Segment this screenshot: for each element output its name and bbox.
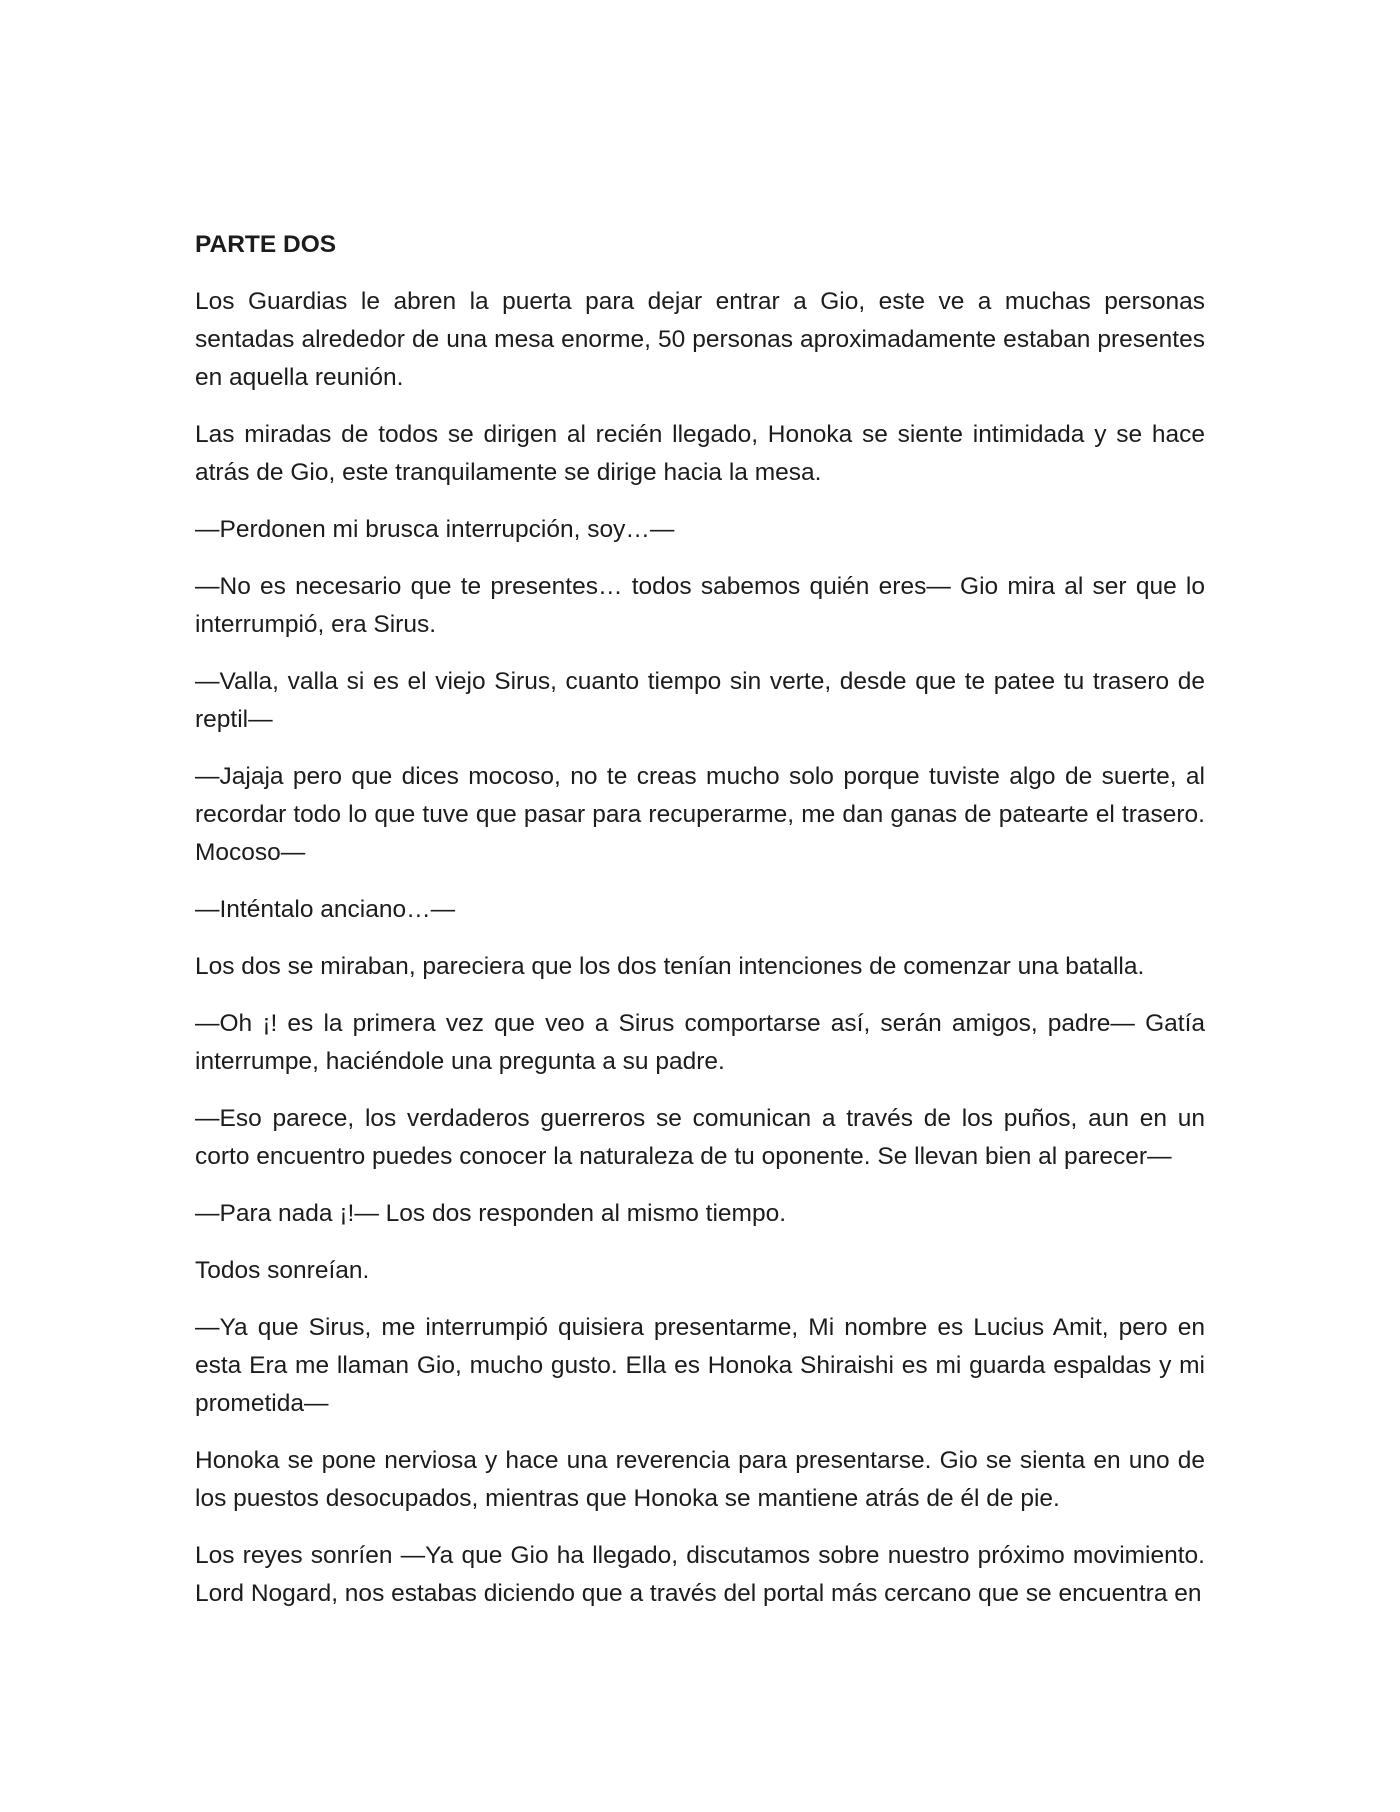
paragraph-9: —Oh ¡! es la primera vez que veo a Sirus comportarse así, serán amigos, padre— Gatía interrumpe, haciéndole una pregunta a su padre. <box>195 1010 1205 1075</box>
paragraph-3: —Perdonen mi brusca interrupción, soy…— <box>195 516 675 543</box>
paragraph-13: —Ya que Sirus, me interrumpió quisiera presentarme, Mi nombre es Lucius Amit, pero en esta Era me llaman Gio, mucho gusto. Ella es Honoka Shiraishi es mi guarda espaldas y mi prometida— <box>195 1314 1205 1417</box>
paragraph-15: Los reyes sonríen —Ya que Gio ha llegado, discutamos sobre nuestro próximo movimiento. Lord Nogard, nos estabas diciendo que a través del portal más cercano que se encuentra en <box>195 1542 1205 1607</box>
paragraph-11: —Para nada ¡!— Los dos responden al mismo tiempo. <box>195 1200 787 1227</box>
paragraph-8: Los dos se miraban, pareciera que los dos tenían intenciones de comenzar una batalla. <box>195 953 1145 980</box>
paragraph-2: Las miradas de todos se dirigen al recién llegado, Honoka se siente intimidada y se hace atrás de Gio, este tranquilamente se dirige hacia la mesa. <box>195 421 1205 486</box>
paragraph-6: —Jajaja pero que dices mocoso, no te creas mucho solo porque tuviste algo de suerte, al recordar todo lo que tuve que pasar para recuperarme, me dan ganas de patearte el trasero. Mocoso— <box>195 763 1205 866</box>
document-body <box>195 226 1205 1632</box>
paragraph-7: —Inténtalo anciano…— <box>195 896 456 923</box>
paragraph-10: —Eso parece, los verdaderos guerreros se comunican a través de los puños, aun en un corto encuentro puedes conocer la naturaleza de tu oponente. Se llevan bien al parecer— <box>195 1105 1205 1170</box>
paragraph-1: Los Guardias le abren la puerta para dejar entrar a Gio, este ve a muchas personas sentadas alrededor de una mesa enorme, 50 personas aproximadamente estaban presentes en aquella reunión. <box>195 288 1205 391</box>
paragraph-14: Honoka se pone nerviosa y hace una reverencia para presentarse. Gio se sienta en uno de los puestos desocupados, mientras que Honoka se mantiene atrás de él de pie. <box>195 1447 1205 1512</box>
paragraph-4: —No es necesario que te presentes… todos sabemos quién eres— Gio mira al ser que lo interrumpió, era Sirus. <box>195 573 1205 638</box>
paragraph-12: Todos sonreían. <box>195 1257 370 1284</box>
section-heading: PARTE DOS <box>195 231 337 258</box>
paragraph-5: —Valla, valla si es el viejo Sirus, cuanto tiempo sin verte, desde que te patee tu trasero de reptil— <box>195 668 1205 733</box>
